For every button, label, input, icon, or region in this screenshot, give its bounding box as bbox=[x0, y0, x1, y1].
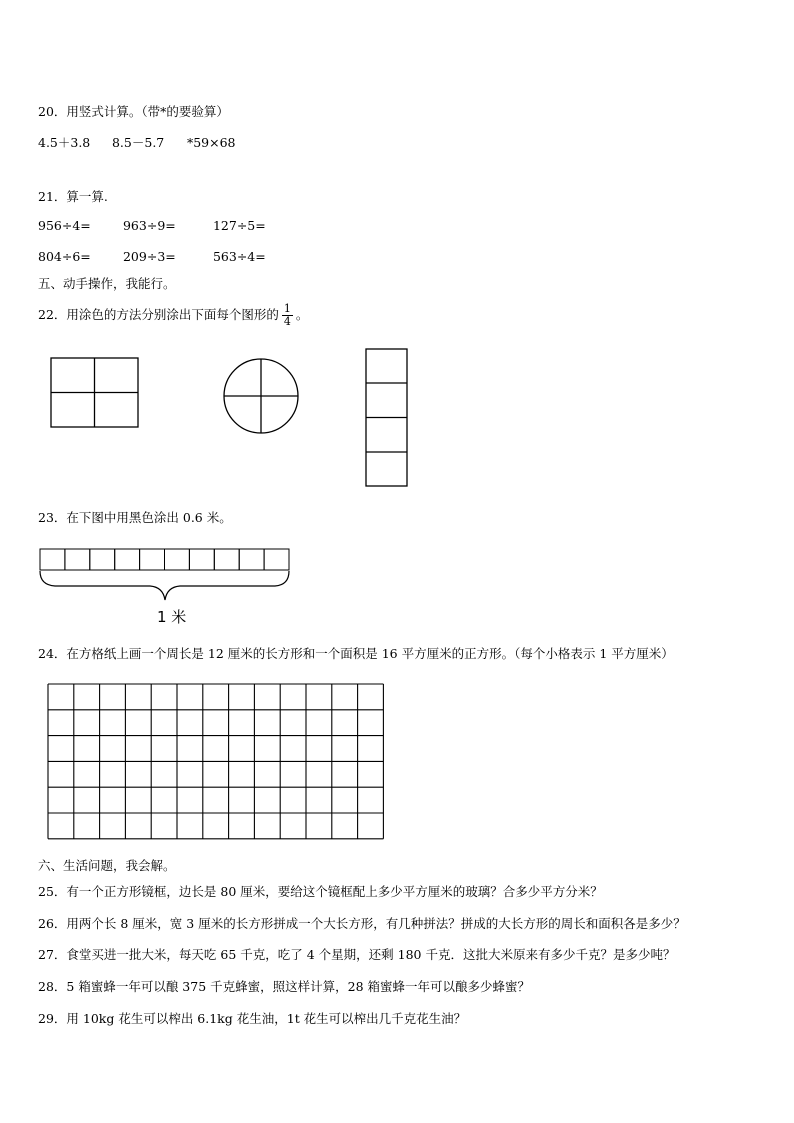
q22-text-end: 。 bbox=[295, 307, 309, 322]
ruler-label: 1 米 bbox=[157, 608, 187, 626]
q24-title: 24．在方格纸上画一个周长是 12 厘米的长方形和一个面积是 16 平方厘米的正方形。（每个小格表示 1 平方厘米） bbox=[38, 646, 674, 661]
ruler-cell[interactable] bbox=[140, 549, 165, 570]
fraction-one-quarter bbox=[282, 303, 293, 328]
ruler-cell[interactable] bbox=[214, 549, 239, 570]
q20-expressions bbox=[38, 135, 236, 151]
q23-title: 23．在下图中用黑色涂出 0.6 米。 bbox=[38, 510, 232, 525]
ruler-cell[interactable] bbox=[165, 549, 190, 570]
q22-title bbox=[38, 300, 308, 330]
q20-expr-2: 8.5－5.7 bbox=[111, 135, 165, 150]
q22-shapes bbox=[0, 340, 440, 500]
q20-title: 20．用竖式计算。（带*的要验算） bbox=[38, 104, 229, 119]
q28-text: 28．5 箱蜜蜂一年可以酿 375 千克蜂蜜，照这样计算，28 箱蜜蜂一年可以酿多少蜂蜜？ bbox=[38, 979, 531, 994]
ruler-cell[interactable] bbox=[115, 549, 140, 570]
ruler-cell[interactable] bbox=[239, 549, 264, 570]
q21-expr: 127÷5= bbox=[212, 218, 266, 233]
q21-expr: 804÷6= bbox=[38, 249, 91, 264]
q21-expr: 563÷4= bbox=[212, 249, 266, 264]
ruler-cells[interactable] bbox=[40, 549, 289, 570]
q22-text: 22．用涂色的方法分别涂出下面每个图形的 bbox=[38, 307, 279, 322]
q20-expr-3: *59×68 bbox=[186, 135, 236, 150]
circle-divided-into-four[interactable] bbox=[224, 359, 298, 433]
grid-lines bbox=[48, 684, 383, 839]
column-of-four-squares[interactable] bbox=[366, 349, 407, 486]
q26-text: 26．用两个长 8 厘米，宽 3 厘米的长方形拼成一个大长方形，有几种拼法？拼成的大长方形的周长和面积各是多少？ bbox=[38, 916, 686, 931]
q21-row-1 bbox=[38, 218, 266, 234]
meter-ruler bbox=[0, 540, 320, 610]
q21-title: 21．算一算. bbox=[38, 189, 108, 204]
ruler-cell[interactable] bbox=[65, 549, 90, 570]
q21-row-2 bbox=[38, 249, 266, 265]
fraction-numerator: 1 bbox=[283, 302, 291, 315]
square-divided-into-four[interactable] bbox=[51, 358, 138, 427]
q21-expr: 963÷9= bbox=[122, 218, 176, 233]
q21-expr: 956÷4= bbox=[38, 218, 91, 233]
section-5-heading: 五、动手操作，我能行。 bbox=[38, 276, 176, 291]
q27-text: 27．食堂买进一批大米，每天吃 65 千克，吃了 4 个星期，还剩 180 千克．这批大米原来有多少千克？是多少吨？ bbox=[38, 947, 676, 962]
q21-expr: 209÷3= bbox=[122, 249, 176, 264]
ruler-cell[interactable] bbox=[40, 549, 65, 570]
q25-text: 25．有一个正方形镜框，边长是 80 厘米，要给这个镜框配上多少平方厘米的玻璃？合多少平方分米？ bbox=[38, 884, 603, 899]
fraction-denominator: 4 bbox=[283, 315, 291, 328]
q20-expr-1: 4.5＋3.8 bbox=[38, 135, 91, 150]
ruler-cell[interactable] bbox=[90, 549, 115, 570]
square-grid-paper[interactable] bbox=[0, 680, 400, 845]
ruler-brace bbox=[40, 571, 289, 600]
section-6-heading: 六、生活问题，我会解。 bbox=[38, 858, 176, 873]
q29-text: 29．用 10kg 花生可以榨出 6.1kg 花生油，1t 花生可以榨出几千克花生油？ bbox=[38, 1011, 467, 1026]
ruler-cell[interactable] bbox=[189, 549, 214, 570]
ruler-cell[interactable] bbox=[264, 549, 289, 570]
